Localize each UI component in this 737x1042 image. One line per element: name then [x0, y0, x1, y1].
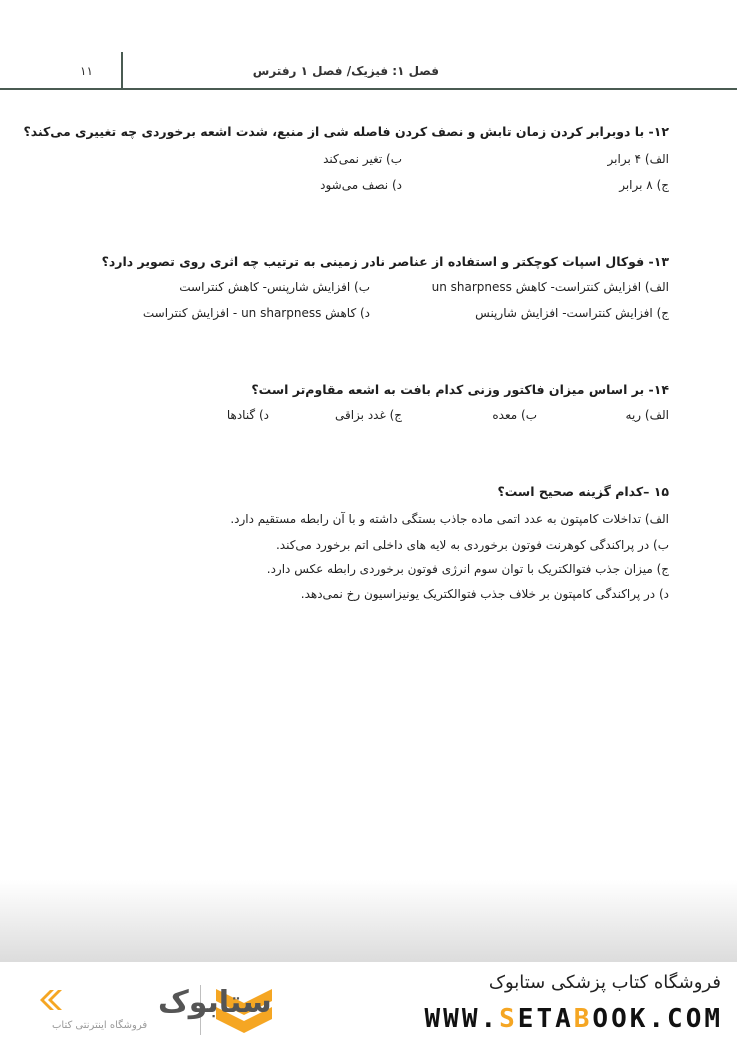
q12-option-d[interactable]: د) نصف می‌شود — [320, 178, 402, 192]
logo-tagline: فروشگاه اینترنتی کتاب — [52, 1020, 148, 1031]
url-part2: ETA — [517, 1004, 574, 1034]
page-number: ۱۱ — [80, 64, 93, 78]
setabook-wordmark-logo — [40, 980, 272, 1022]
question-15-title: ۱۵ –کدام گزینه صحیح است؟ — [497, 484, 669, 499]
q14-option-d[interactable]: د) گنادها — [226, 408, 269, 422]
shop-url[interactable] — [425, 1004, 723, 1034]
q12-option-a[interactable]: الف) ۴ برابر — [607, 152, 669, 166]
question-14-title: ۱۴- بر اساس میزان فاکتور وزنی کدام بافت به اشعه مقاوم‌تر است؟ — [251, 382, 669, 397]
q15-option-c[interactable]: ج) میزان جذب فتوالکتریک با توان سوم انرژی فوتون برخوردی رابطه عکس دارد. — [266, 562, 669, 576]
q13-option-d[interactable]: د) کاهش un sharpness - افزایش کنتراست — [142, 306, 370, 320]
header-rule — [0, 88, 737, 90]
q12-option-c[interactable]: ج) ۸ برابر — [619, 178, 669, 192]
header-separator — [121, 52, 123, 88]
q15-option-d[interactable]: د) در پراکندگی کامپتون بر خلاف جذب فتوالکتریک یونیزاسیون رخ نمی‌دهد. — [300, 587, 669, 601]
url-part1: WWW. — [424, 1004, 500, 1034]
svg-text:ستابوک: ستابوک — [158, 985, 272, 1020]
chapter-title: فصل ۱: فیزیک/ فصل ۱ رفترس — [252, 64, 439, 78]
q15-option-a[interactable]: الف) تداخلات کامپتون به عدد اتمی ماده جاذب بستگی داشته و با آن رابطه مستقیم دارد. — [230, 512, 669, 526]
q12-option-b[interactable]: ب) تغیر نمی‌کند — [323, 152, 402, 166]
question-13-title: ۱۳- فوکال اسپات کوچکتر و استفاده از عناصر نادر زمینی به ترتیب چه اثری روی تصویر دارد؟ — [101, 254, 669, 269]
url-accent-b: B — [573, 1004, 593, 1034]
footer-fade — [0, 880, 737, 962]
q13-option-b[interactable]: ب) افزایش شارپنس- کاهش کنتراست — [179, 280, 370, 294]
q13-option-a[interactable]: الف) افزایش کنتراست- کاهش un sharpness — [431, 280, 669, 294]
question-12-title: ۱۲- با دوبرابر کردن زمان تابش و نصف کردن فاصله شی از منبع، شدت اشعه برخوردی چه تغییری می‌کند؟ — [23, 124, 669, 139]
q14-option-b[interactable]: ب) معده — [492, 408, 537, 422]
url-accent-s: S — [499, 1004, 518, 1034]
q13-option-c[interactable]: ج) افزایش کنتراست- افزایش شارپنس — [475, 306, 669, 320]
q14-option-c[interactable]: ج) غدد بزاقی — [334, 408, 402, 422]
q15-option-b[interactable]: ب) در پراکندگی کوهرنت فوتون برخوردی به لایه های داخلی اتم برخورد می‌کند. — [275, 538, 669, 552]
url-part3: OOK.COM — [592, 1004, 723, 1034]
q14-option-a[interactable]: الف) ریه — [625, 408, 669, 422]
shop-name: فروشگاه کتاب پزشکی ستابوک — [488, 972, 721, 993]
